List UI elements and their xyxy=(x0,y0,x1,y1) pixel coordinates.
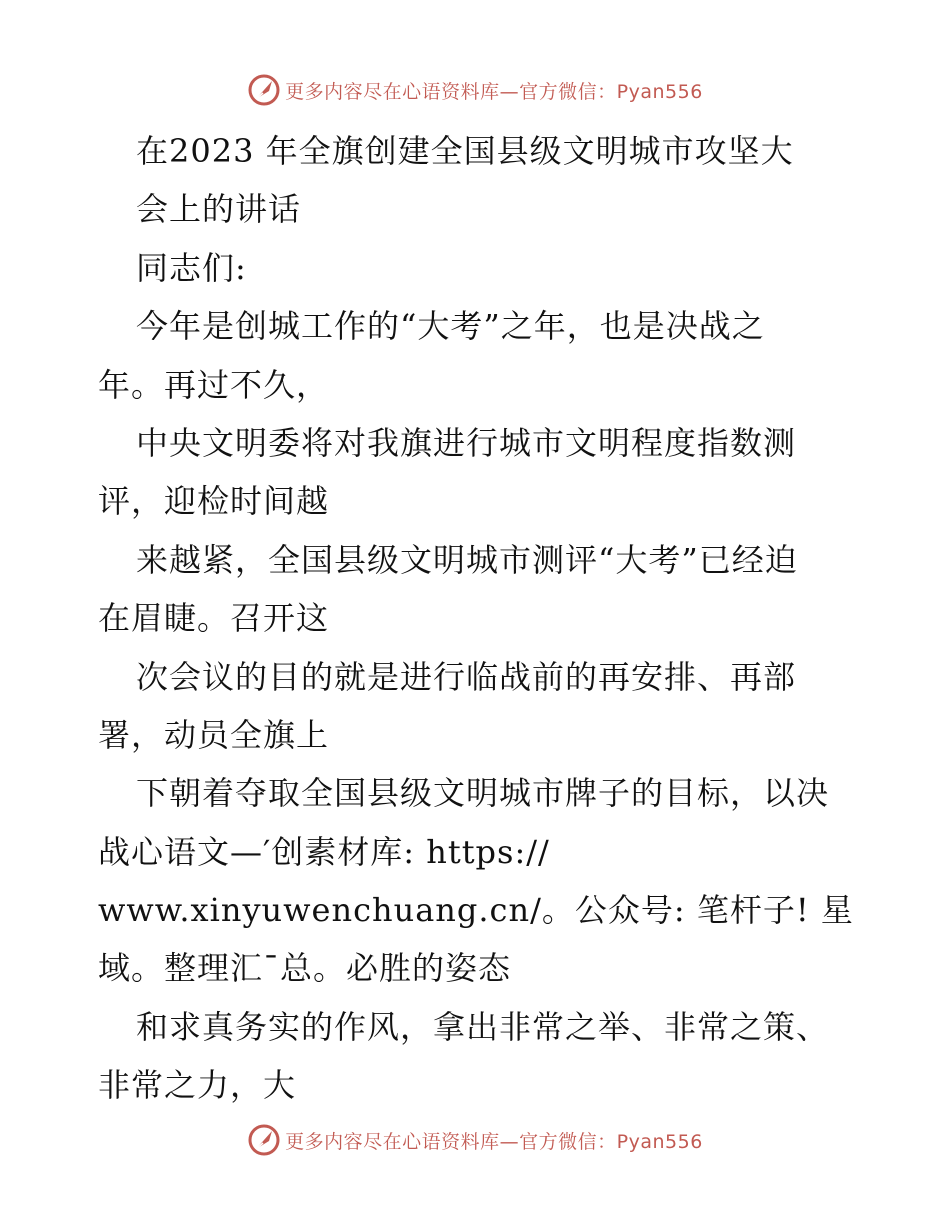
paragraph-line: 战心语文—′创素材库: https:// xyxy=(98,832,550,871)
footer-watermark-text: 更多内容尽在心语资料库—官方微信：Pyan556 xyxy=(285,1130,703,1153)
paragraph-line: 域。整理汇¯总。必胜的姿态 xyxy=(98,949,512,988)
footer-watermark-banner xyxy=(0,1120,950,1160)
document-body xyxy=(98,122,858,1115)
title-line-2: 会上的讲话 xyxy=(136,190,302,229)
paragraph-line: 非常之力，大 xyxy=(98,1066,297,1105)
paragraph-line: www.xinyuwenchuang.cn/。公众号: 笔杆子! 星 xyxy=(98,891,854,930)
paragraph-line: 署，动员全旗上 xyxy=(98,715,330,754)
quill-logo-icon xyxy=(247,73,281,107)
paragraph-line: 年。再过不久， xyxy=(98,365,330,404)
paragraph-line: 次会议的目的就是进行临战前的再安排、再部 xyxy=(136,657,797,696)
quill-logo-icon xyxy=(247,1123,281,1157)
paragraph-line: 中央文明委将对我旗进行城市文明程度指数测 xyxy=(136,423,797,462)
paragraph-line: 在眉睫。召开这 xyxy=(98,599,330,638)
paragraph-line: 评，迎检时间越 xyxy=(98,482,330,521)
salutation: 同志们: xyxy=(136,248,247,287)
paragraph-line: 和求真务实的作风，拿出非常之举、非常之策、 xyxy=(136,1007,830,1046)
title-line-1: 在2023 年全旗创建全国县级文明城市攻坚大 xyxy=(136,132,794,170)
header-watermark-banner xyxy=(0,70,950,110)
paragraph-line: 今年是创城工作的“大考”之年，也是决战之 xyxy=(136,307,765,346)
paragraph-line: 下朝着夺取全国县级文明城市牌子的目标，以决 xyxy=(136,774,830,813)
header-watermark-text: 更多内容尽在心语资料库—官方微信：Pyan556 xyxy=(285,80,703,103)
paragraph-line: 来越紧，全国县级文明城市测评“大考”已经迫 xyxy=(136,540,798,579)
